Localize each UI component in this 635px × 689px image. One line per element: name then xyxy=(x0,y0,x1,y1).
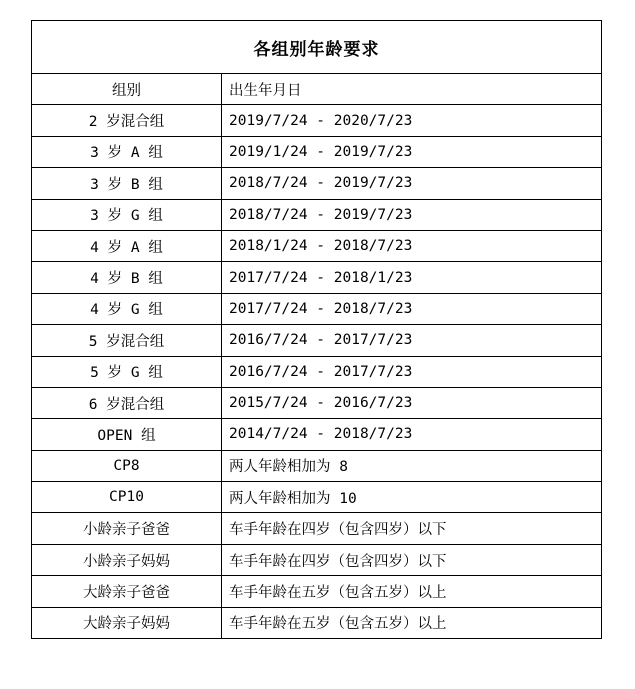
group-cell: 5 岁 G 组 xyxy=(32,356,222,387)
age-requirements-table xyxy=(31,20,602,639)
table-row xyxy=(32,607,602,638)
group-cell: 大龄亲子妈妈 xyxy=(32,607,222,638)
table-row xyxy=(32,262,602,293)
birth-cell: 车手年龄在四岁（包含四岁）以下 xyxy=(222,513,602,544)
birth-cell: 两人年龄相加为 10 xyxy=(222,482,602,513)
group-cell: 大龄亲子爸爸 xyxy=(32,576,222,607)
group-cell: 小龄亲子爸爸 xyxy=(32,513,222,544)
birth-cell: 2019/1/24 - 2019/7/23 xyxy=(222,136,602,167)
table-row xyxy=(32,387,602,418)
birth-cell: 2016/7/24 - 2017/7/23 xyxy=(222,356,602,387)
birth-cell: 2017/7/24 - 2018/7/23 xyxy=(222,293,602,324)
birth-cell: 2018/7/24 - 2019/7/23 xyxy=(222,199,602,230)
group-cell: 4 岁 A 组 xyxy=(32,230,222,261)
group-cell: 小龄亲子妈妈 xyxy=(32,544,222,575)
table-body xyxy=(32,105,602,639)
group-cell: 3 岁 G 组 xyxy=(32,199,222,230)
birth-cell: 2016/7/24 - 2017/7/23 xyxy=(222,325,602,356)
birth-cell: 车手年龄在五岁（包含五岁）以上 xyxy=(222,607,602,638)
table-row xyxy=(32,356,602,387)
birth-cell: 2019/7/24 - 2020/7/23 xyxy=(222,105,602,136)
group-cell: CP8 xyxy=(32,450,222,481)
birth-cell: 2017/7/24 - 2018/1/23 xyxy=(222,262,602,293)
header-row xyxy=(32,74,602,105)
header-birth: 出生年月日 xyxy=(222,74,602,105)
birth-cell: 2015/7/24 - 2016/7/23 xyxy=(222,387,602,418)
table-row xyxy=(32,325,602,356)
group-cell: CP10 xyxy=(32,482,222,513)
group-cell: OPEN 组 xyxy=(32,419,222,450)
birth-cell: 车手年龄在四岁（包含四岁）以下 xyxy=(222,544,602,575)
birth-cell: 车手年龄在五岁（包含五岁）以上 xyxy=(222,576,602,607)
table-row xyxy=(32,136,602,167)
title-row xyxy=(32,21,602,74)
table-row xyxy=(32,168,602,199)
header-group: 组别 xyxy=(32,74,222,105)
birth-cell: 2018/7/24 - 2019/7/23 xyxy=(222,168,602,199)
table-title: 各组别年龄要求 xyxy=(32,21,602,74)
group-cell: 4 岁 G 组 xyxy=(32,293,222,324)
group-cell: 4 岁 B 组 xyxy=(32,262,222,293)
birth-cell: 2014/7/24 - 2018/7/23 xyxy=(222,419,602,450)
table-row xyxy=(32,419,602,450)
group-cell: 3 岁 A 组 xyxy=(32,136,222,167)
table-row xyxy=(32,576,602,607)
group-cell: 6 岁混合组 xyxy=(32,387,222,418)
table-row xyxy=(32,450,602,481)
birth-cell: 两人年龄相加为 8 xyxy=(222,450,602,481)
group-cell: 5 岁混合组 xyxy=(32,325,222,356)
group-cell: 2 岁混合组 xyxy=(32,105,222,136)
table-row xyxy=(32,513,602,544)
group-cell: 3 岁 B 组 xyxy=(32,168,222,199)
table-row xyxy=(32,199,602,230)
table-row xyxy=(32,230,602,261)
table-row xyxy=(32,482,602,513)
birth-cell: 2018/1/24 - 2018/7/23 xyxy=(222,230,602,261)
table-row xyxy=(32,293,602,324)
table-row xyxy=(32,105,602,136)
table-row xyxy=(32,544,602,575)
